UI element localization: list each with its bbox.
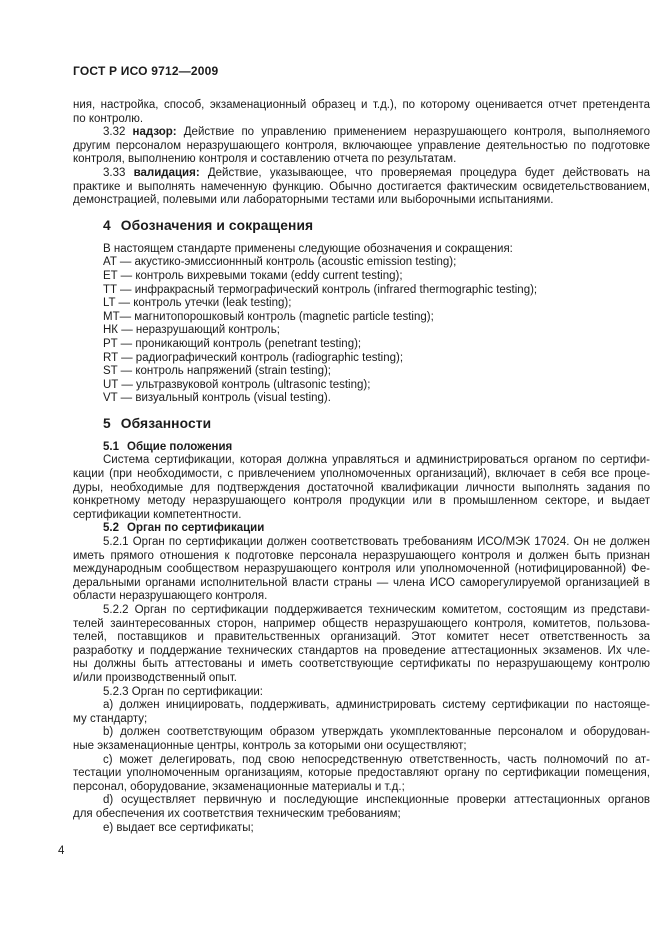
text-line bbox=[73, 454, 650, 468]
text-run: и/или производственный опыт. bbox=[73, 671, 237, 684]
text-line bbox=[73, 631, 650, 645]
text-run: персонал, оборудование, экзаменационные материалы и т.д.; bbox=[73, 780, 405, 793]
text-line bbox=[73, 577, 650, 591]
text-run: демонстрацией, полевыми или лабораторными тестами или выборочными испытаниями. bbox=[73, 194, 554, 207]
section-heading bbox=[73, 414, 650, 434]
text-line bbox=[73, 699, 650, 713]
text-run: телей заинтересованных сторон, например обществ неразрушающего контроля, комитетов, пользова- bbox=[73, 617, 650, 630]
text-run: международным сообществом неразрушающего контроля или уполномоченной (нотифицированной) Фе- bbox=[73, 563, 650, 576]
text-line bbox=[73, 99, 650, 113]
heading-number: 5.2 bbox=[103, 522, 119, 535]
text-run: Система сертификации, которая должна управляться и администрироваться органом по сертифи- bbox=[103, 454, 650, 467]
text-run: d) осуществляет первичную и последующие инспекционные проверки аттестационных органов bbox=[103, 794, 650, 807]
text-run: тестации уполномоченным организациям, которые предоставляют органу по сертификации помещения, bbox=[73, 767, 650, 780]
abbreviation-item: LT — контроль утечки (leak testing); bbox=[103, 297, 292, 310]
text-run: a) должен инициировать, поддерживать, администрировать систему сертификации по настояще- bbox=[103, 699, 650, 712]
text-line bbox=[73, 658, 650, 672]
text-line bbox=[73, 167, 650, 181]
text-run: Действие, указывающее, что проверяемая процедура будет действовать на bbox=[199, 166, 651, 179]
text-run: ния, настройка, способ, экзаменационный образец и т.д.), по которому оценивается отчет претендента bbox=[73, 99, 650, 111]
text-line bbox=[73, 468, 650, 482]
text-line bbox=[73, 618, 650, 632]
text-line bbox=[73, 181, 650, 195]
heading-title: Обозначения и сокращения bbox=[120, 217, 314, 233]
abbreviation-item: НК — неразрушающий контроль; bbox=[103, 324, 280, 337]
abbreviation-item: ST — контроль напряжений (strain testing); bbox=[103, 365, 331, 378]
text-run: кации (при необходимости, с привлечением уполномоченных организаций), включает в себя все проце- bbox=[73, 468, 650, 481]
text-run: В настоящем стандарте применены следующие обозначения и сокращения: bbox=[103, 242, 513, 255]
text-run: деральными органами исполнительной власти страны — члена ИСО саморегулируемой организацией в bbox=[73, 576, 650, 589]
text-line bbox=[73, 550, 650, 564]
text-line bbox=[73, 781, 650, 795]
bold-term: валидация: bbox=[133, 166, 200, 179]
text-run: для обеспечения их соответствия техническим требованиям; bbox=[73, 807, 401, 820]
text-line bbox=[73, 113, 650, 127]
text-line bbox=[73, 243, 650, 257]
text-run: дуры, необходимые для подтверждения достаточной квалификации личности выполнять задания по bbox=[73, 481, 650, 494]
text-line bbox=[73, 563, 650, 577]
text-line bbox=[73, 767, 650, 781]
text-line bbox=[73, 645, 650, 659]
text-run: разработку и поддержание технических стандартов на проведение аттестационных экзаменов. Их чле- bbox=[73, 644, 650, 657]
text-run: области неразрушающего контроля. bbox=[73, 590, 268, 603]
text-line bbox=[73, 482, 650, 496]
text-line bbox=[73, 509, 650, 523]
text-run: му стандарту; bbox=[73, 712, 148, 725]
text-line bbox=[73, 754, 650, 768]
page-number: 4 bbox=[58, 845, 65, 857]
text-run: c) может делегировать, под свою непосредственную ответственность, часть полномочий по ат- bbox=[103, 753, 650, 766]
abbreviation-item: VT — визуальный контроль (visual testing). bbox=[103, 392, 331, 405]
text-line bbox=[73, 140, 650, 154]
section-heading bbox=[73, 216, 650, 236]
text-run: Действие по управлению применением неразрушающего контроля, выполняемого bbox=[176, 126, 651, 139]
text-line bbox=[73, 126, 650, 140]
abbreviation-item: TT — инфракрасный термографический контроль (infrared thermographic testing); bbox=[103, 283, 538, 296]
abbreviation-item: AT — акустико-эмиссионнный контроль (acoustic emission testing); bbox=[103, 256, 457, 269]
bold-term: надзор: bbox=[132, 126, 177, 139]
text-run: иметь прямого отношения к подготовке персонала неразрушающего контроля и должен быть признан bbox=[73, 549, 650, 562]
text-line bbox=[73, 726, 650, 740]
abbreviation-item: UT — ультразвуковой контроль (ultrasonic testing); bbox=[103, 378, 371, 391]
abbreviation-item: ET — контроль вихревыми токами (eddy current testing); bbox=[103, 269, 403, 282]
heading-number: 4 bbox=[103, 217, 111, 233]
text-run: e) выдает все сертификаты; bbox=[103, 821, 254, 834]
text-run: конкретному методу неразрушающего контроля продукции или в промышленном секторе, и выдает bbox=[73, 495, 650, 508]
text-line bbox=[73, 604, 650, 618]
text-run: 5.2.2 Орган по сертификации поддерживается техническим комитетом, состоящим из представи- bbox=[103, 604, 650, 616]
heading-number: 5 bbox=[103, 415, 111, 431]
heading-title: Орган по сертификации bbox=[127, 522, 265, 535]
text-line bbox=[73, 153, 650, 167]
subsection-heading bbox=[73, 441, 650, 455]
text-line bbox=[73, 740, 650, 754]
heading-title: Обязанности bbox=[120, 415, 212, 431]
text-line bbox=[73, 672, 650, 686]
text-line bbox=[73, 536, 650, 550]
text-run: контроля, выполнению контроля и составлению отчета по результатам. bbox=[73, 153, 457, 166]
text-run: сертификации компетентности. bbox=[73, 508, 242, 521]
text-run: 3.33 bbox=[103, 166, 134, 179]
subsection-heading bbox=[73, 522, 650, 536]
text-run: 5.2.3 Орган по сертификации: bbox=[103, 685, 263, 698]
heading-title: Общие положения bbox=[127, 440, 233, 453]
heading-number: 5.1 bbox=[103, 440, 119, 453]
text-run: 5.2.1 Орган по сертификации должен соответствовать требованиям ИСО/МЭК 17024. Он не должен bbox=[103, 536, 650, 549]
text-line bbox=[73, 713, 650, 727]
abbreviation-item: RT — радиографический контроль (radiographic testing); bbox=[103, 351, 404, 364]
text-run: другим персоналом неразрушающего контроля, включающее управление деятельностью по подготовке bbox=[73, 139, 650, 152]
text-line bbox=[73, 194, 650, 208]
abbreviation-item: MT— магнитопорошковый контроль (magnetic particle testing); bbox=[103, 310, 434, 323]
text-line bbox=[73, 686, 650, 700]
text-run: по контролю. bbox=[73, 112, 144, 125]
text-run: 3.32 bbox=[103, 126, 133, 139]
text-line bbox=[73, 794, 650, 808]
abbreviation-item: PT — проникающий контроль (penetrant testing); bbox=[103, 337, 362, 350]
text-run: b) должен соответствующим образом утверждать укомплектованные персоналом и оборудован- bbox=[103, 726, 650, 739]
text-line bbox=[73, 822, 650, 836]
text-line bbox=[73, 495, 650, 509]
running-header: ГОСТ Р ИСО 9712—2009 bbox=[73, 64, 219, 78]
text-run: телей, поставщиков и правительственных организаций. Этот комитет несет ответственность за bbox=[73, 631, 650, 644]
text-run: ные экзаменационные центры, контроль за которыми они осуществляют; bbox=[73, 739, 467, 752]
text-line bbox=[73, 808, 650, 822]
text-run: ны должны быть аттестованы и иметь соответствующие сертификаты по неразрушающему контролю bbox=[73, 658, 650, 671]
text-line bbox=[73, 590, 650, 604]
document-body bbox=[73, 99, 650, 835]
text-run: практике и выполнять намеченную функцию. Обычно достигается фактическим освидетельствованием, bbox=[73, 180, 650, 193]
